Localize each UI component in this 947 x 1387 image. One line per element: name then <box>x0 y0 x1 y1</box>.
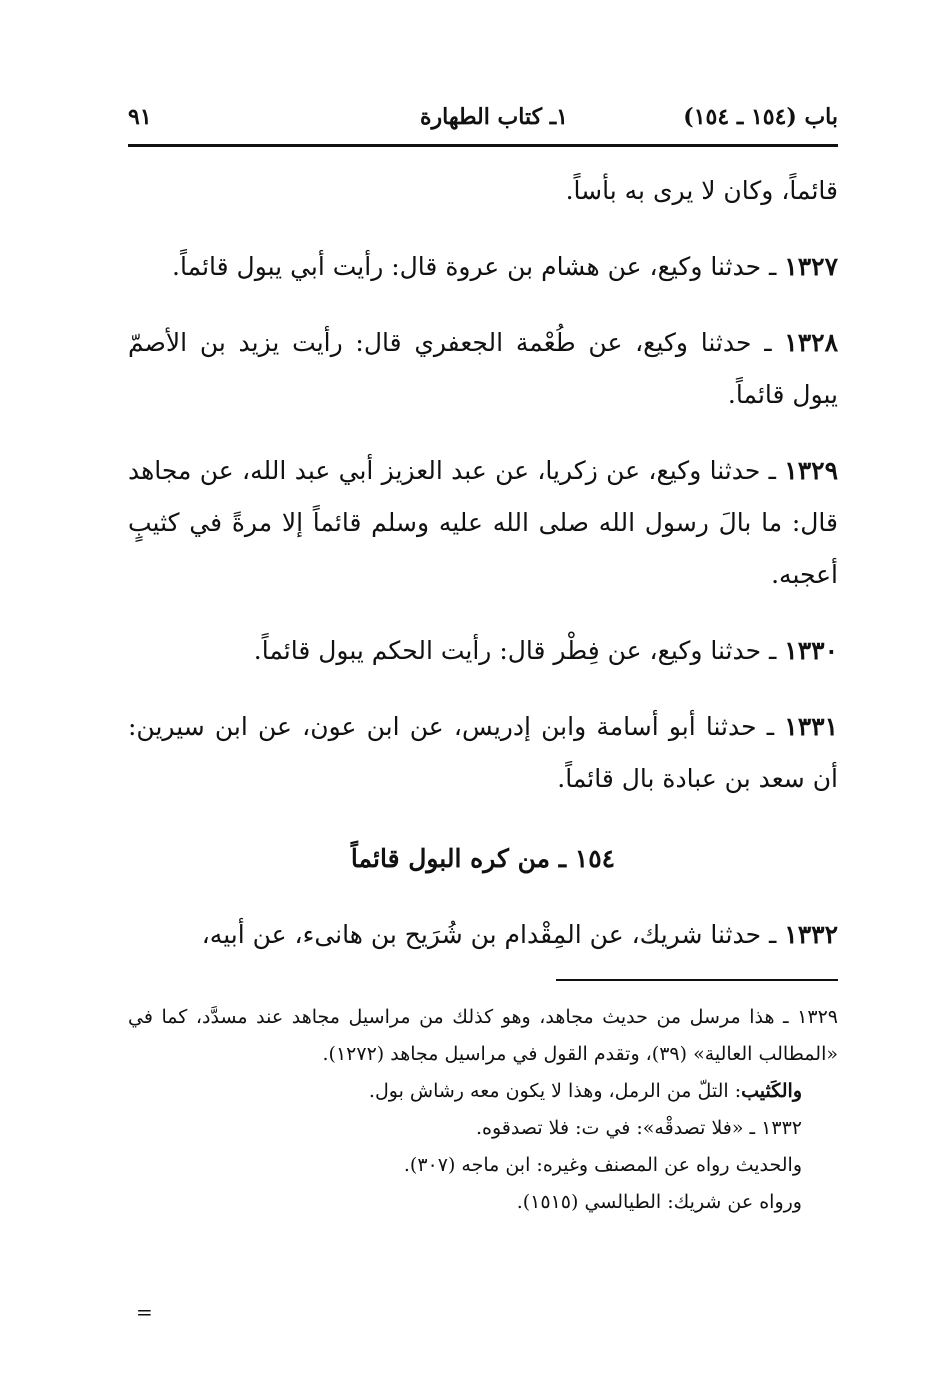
footnote-divider <box>556 979 838 981</box>
hadith-number: ١٣٢٩ <box>784 456 838 485</box>
paragraph-1329 <box>128 445 838 601</box>
page <box>128 100 838 1221</box>
footnote-ibn-majah: والحديث رواه عن المصنف وغيره: ابن ماجه (٣٠٧). <box>403 1154 802 1176</box>
footnote-kathib <box>128 1073 838 1110</box>
hadith-number: ١٣٣٠ <box>784 636 838 665</box>
hadith-number: ١٣٢٧ <box>784 252 838 281</box>
footnotes <box>128 999 838 1221</box>
section-heading: ١٥٤ ـ من كره البول قائماً <box>350 844 616 873</box>
paragraph-1332 <box>128 909 838 961</box>
chapter-range: باب (١٥٤ ـ ١٥٤) <box>683 104 838 130</box>
footnote-term: والكَثيب <box>741 1080 802 1102</box>
paragraph-continuation <box>128 165 838 217</box>
footnote-tayalisi: ورواه عن شريك: الطيالسي (١٥١٥). <box>516 1191 802 1213</box>
book-title: ١ـ كتاب الطهارة <box>420 104 568 130</box>
footnote-1329: ١٣٢٩ ـ هذا مرسل من حديث مجاهد، وهو كذلك من مراسيل مجاهد عند مسدَّد، كما في «المطالب العالية» (٣٩)، وتقدم القول في مراسيل مجاهد (١٢٧٢). <box>128 1006 838 1065</box>
hadith-number: ١٣٣٢ <box>784 920 838 949</box>
paragraph-text: قائماً، وكان لا يرى به بأساً. <box>565 176 838 205</box>
paragraph-1330 <box>128 625 838 677</box>
paragraph-1328 <box>128 317 838 421</box>
page-number: ٩١ <box>128 104 152 130</box>
paragraph-text: ـ حدثنا وكيع، عن زكريا، عن عبد العزيز أبي عبد الله، عن مجاهد قال: ما بالَ رسول الله صلى الله عليه وسلم قائماً إلا مرةً في كثيبٍ أعجبه. <box>128 456 838 589</box>
page-header <box>128 100 838 147</box>
footnote-definition: : التلّ من الرمل، وهذا لا يكون معه رشاش بول. <box>368 1080 742 1102</box>
paragraph-1327 <box>128 241 838 293</box>
paragraph-text: ـ حدثنا وكيع، عن فِطْر قال: رأيت الحكم يبول قائماً. <box>253 636 785 665</box>
paragraph-text: ـ حدثنا أبو أسامة وابن إدريس، عن ابن عون، عن ابن سيرين: أن سعد بن عبادة بال قائماً. <box>128 712 838 793</box>
paragraph-text: ـ حدثنا وكيع، عن هشام بن عروة قال: رأيت أبي يبول قائماً. <box>172 252 785 281</box>
paragraph-1331 <box>128 701 838 805</box>
paragraph-text: ـ حدثنا شريك، عن المِقْدام بن شُرَيح بن هانىء، عن أبيه، <box>201 920 785 949</box>
main-text <box>128 165 838 961</box>
paragraph-text: ـ حدثنا وكيع، عن طُعْمة الجعفري قال: رأيت يزيد بن الأصمّ يبول قائماً. <box>128 328 838 409</box>
hadith-number: ١٣٢٨ <box>784 328 838 357</box>
hadith-number: ١٣٣١ <box>784 712 838 741</box>
continuation-mark: = <box>136 1300 153 1324</box>
footnote-1332: ١٣٣٢ ـ «فلا تصدقْه»: في ت: فلا تصدقوه. <box>475 1117 802 1139</box>
